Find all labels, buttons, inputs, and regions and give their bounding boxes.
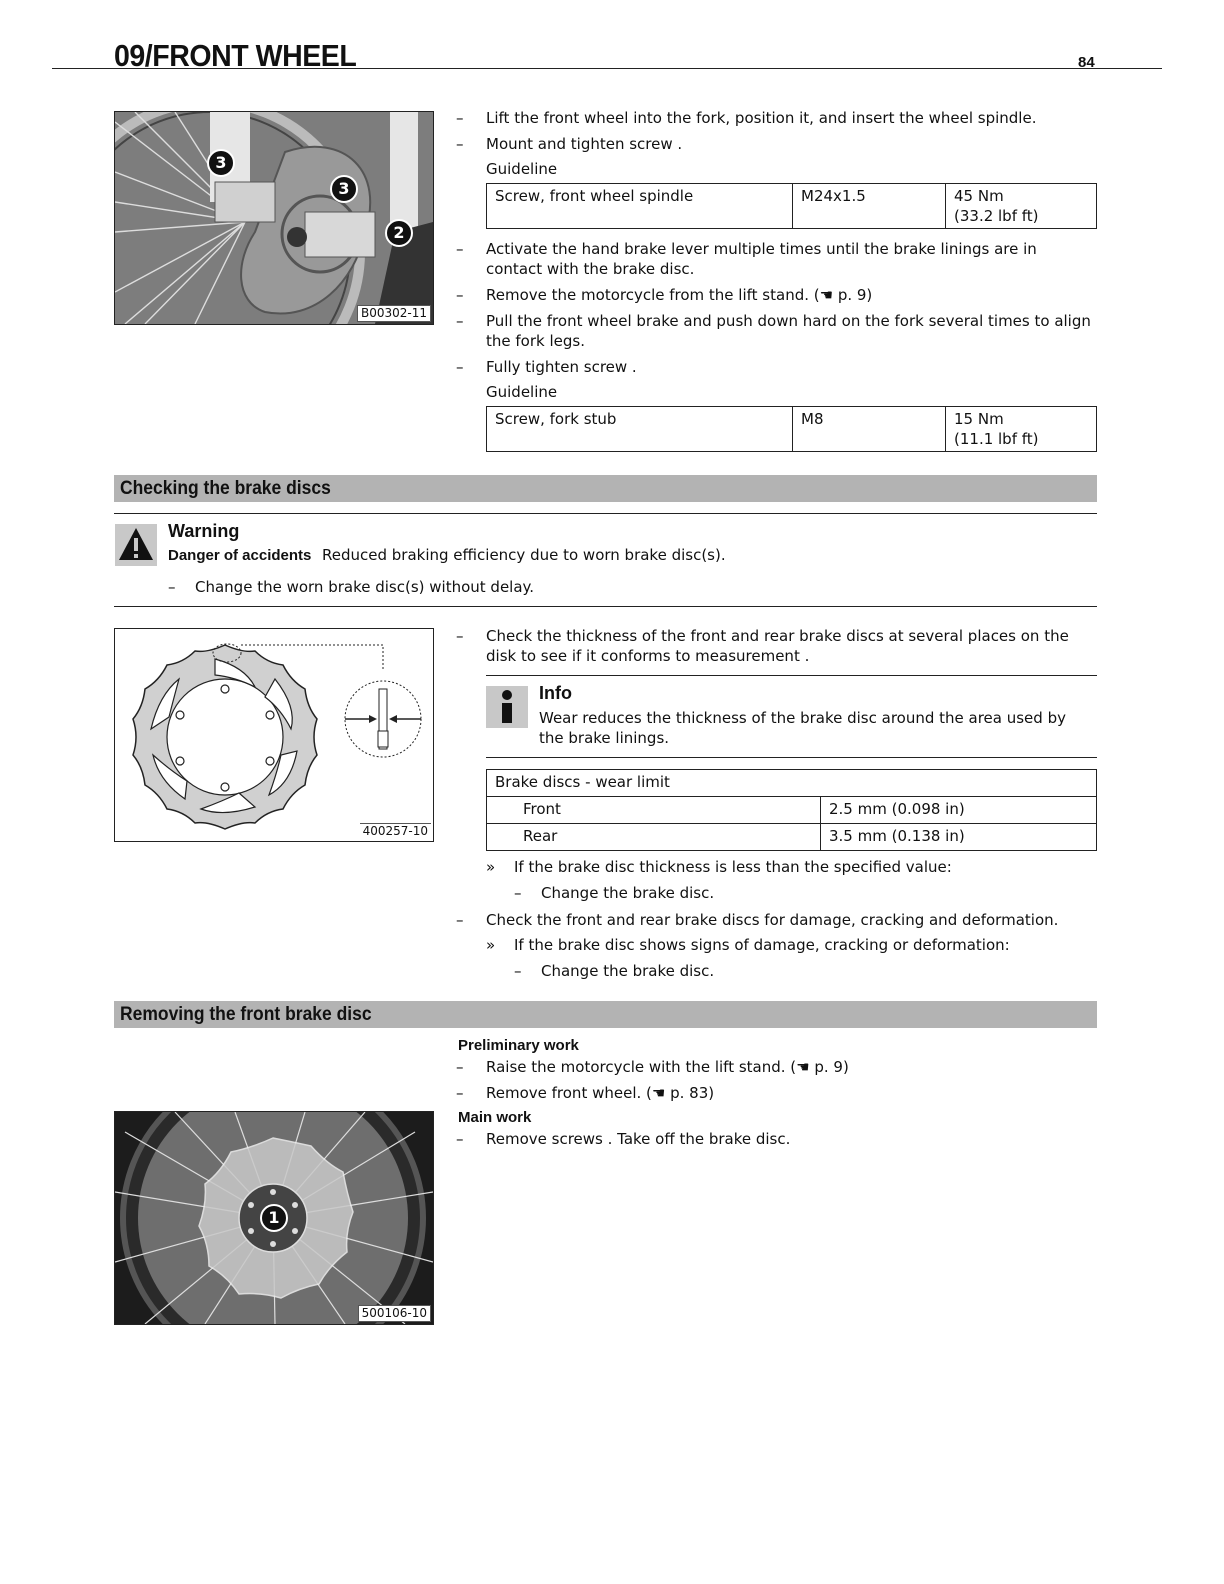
section-heading <box>114 1001 1097 1028</box>
step-text: Remove screws . Take off the brake disc. <box>486 1130 791 1148</box>
condition-marker: » <box>486 858 496 876</box>
figure-code: 400257-10 <box>360 823 431 839</box>
wear-table-header: Brake discs - wear limit <box>487 770 1097 797</box>
main-work-label: Main work <box>458 1109 532 1126</box>
screw-torque <box>946 184 1097 229</box>
screw-torque <box>946 407 1097 452</box>
screw-name: Screw, front wheel spindle <box>487 184 793 229</box>
info-text: Wear reduces the thickness of the brake disc around the area used by the brake linings. <box>539 709 1066 747</box>
section-title: Removing the front brake disc <box>120 1004 372 1025</box>
screw-thread: M24x1.5 <box>793 184 946 229</box>
wear-row-value: 2.5 mm (0.098 in) <box>821 797 1097 824</box>
condition-text: If the brake disc thickness is less than the specified value: <box>514 858 952 876</box>
torque-imperial: (33.2 lbf ft) <box>954 207 1039 225</box>
torque-table-fork-stub <box>486 406 1097 452</box>
bullet-dash: – <box>456 627 464 645</box>
torque-table-spindle <box>486 183 1097 229</box>
bullet-dash: – <box>456 1058 464 1076</box>
fork-wheel-illustration <box>115 112 433 324</box>
warning-label: Danger of accidents <box>168 547 312 564</box>
page-number: 84 <box>1078 54 1095 71</box>
divider <box>114 513 1097 514</box>
step-text: Mount and tighten screw . <box>486 135 683 153</box>
wear-row-value: 3.5 mm (0.138 in) <box>821 824 1097 851</box>
bullet-dash: – <box>514 962 522 980</box>
bullet-dash: – <box>456 312 464 330</box>
bullet-dash: – <box>514 884 522 902</box>
step-text: Check the thickness of the front and rear brake discs at several places on the disk to see if it conforms to measurement . <box>486 627 1069 665</box>
bullet-dash: – <box>456 911 464 929</box>
bullet-dash: – <box>456 1084 464 1102</box>
wear-limit-table <box>486 769 1097 851</box>
fork-wheel-photo <box>114 111 434 325</box>
header-rule <box>52 68 1162 69</box>
brake-disc-drawing <box>114 628 434 842</box>
step-text: Lift the front wheel into the fork, position it, and insert the wheel spindle. <box>486 109 1037 127</box>
callout-3-badge: 3 <box>207 149 235 177</box>
screw-name: Screw, fork stub <box>487 407 793 452</box>
divider <box>486 675 1097 676</box>
screw-thread: M8 <box>793 407 946 452</box>
callout-2-badge: 2 <box>385 219 413 247</box>
warning-icon <box>115 524 157 566</box>
step-text: Pull the front wheel brake and push down hard on the fork several times to align the fork legs. <box>486 312 1091 350</box>
info-heading: Info <box>539 683 572 703</box>
bullet-dash: – <box>456 240 464 258</box>
step-text[interactable]: Remove the motorcycle from the lift stand. (☚ p. 9) <box>486 286 873 304</box>
condition-text: If the brake disc shows signs of damage, cracking or deformation: <box>514 936 1010 954</box>
bullet-dash: – <box>456 358 464 376</box>
warning-text: Reduced braking efficiency due to worn brake disc(s). <box>322 546 726 564</box>
bullet-dash: – <box>456 1130 464 1148</box>
action-text: Change the brake disc. <box>541 962 715 980</box>
info-icon <box>486 686 528 728</box>
torque-metric: 45 Nm <box>954 187 1004 205</box>
torque-imperial: (11.1 lbf ft) <box>954 430 1039 448</box>
step-text[interactable]: Raise the motorcycle with the lift stand. (☚ p. 9) <box>486 1058 849 1076</box>
torque-metric: 15 Nm <box>954 410 1004 428</box>
brake-disc-illustration <box>115 629 433 841</box>
divider <box>486 757 1097 758</box>
condition-marker: » <box>486 936 496 954</box>
step-text: Check the front and rear brake discs for damage, cracking and deformation. <box>486 911 1059 929</box>
figure-code: B00302-11 <box>357 305 431 322</box>
divider <box>114 606 1097 607</box>
figure-code: 500106-10 <box>358 1305 431 1322</box>
preliminary-label: Preliminary work <box>458 1037 579 1054</box>
wear-row-label: Rear <box>487 824 821 851</box>
page-title: 09/FRONT WHEEL <box>114 38 357 73</box>
wear-row-label: Front <box>487 797 821 824</box>
warning-heading: Warning <box>168 521 240 541</box>
callout-3-badge: 3 <box>330 175 358 203</box>
bullet-dash: – <box>456 109 464 127</box>
guideline-label: Guideline <box>486 383 558 401</box>
callout-1-badge: 1 <box>260 1204 288 1232</box>
warning-action: Change the worn brake disc(s) without delay. <box>195 578 535 596</box>
step-text: Activate the hand brake lever multiple times until the brake linings are in contact with the brake disc. <box>486 240 1037 278</box>
bullet-dash: – <box>168 578 176 596</box>
section-heading <box>114 475 1097 502</box>
action-text: Change the brake disc. <box>541 884 715 902</box>
bullet-dash: – <box>456 135 464 153</box>
bullet-dash: – <box>456 286 464 304</box>
step-text: Fully tighten screw . <box>486 358 637 376</box>
guideline-label: Guideline <box>486 160 558 178</box>
section-title: Checking the brake discs <box>120 478 331 499</box>
step-text[interactable]: Remove front wheel. (☚ p. 83) <box>486 1084 715 1102</box>
brake-disc-photo <box>114 1111 434 1325</box>
